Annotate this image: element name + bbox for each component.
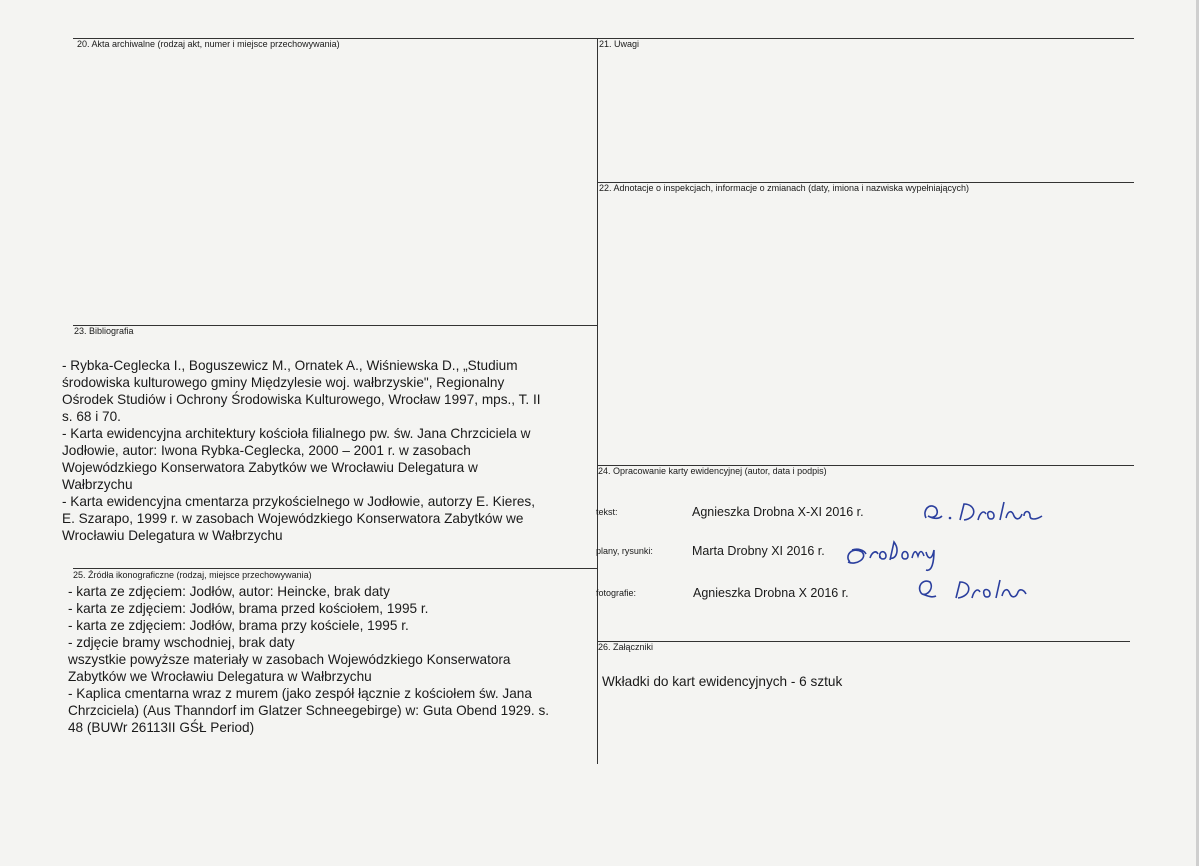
source-line: - zdjęcie bramy wschodniej, brak daty	[68, 635, 295, 650]
author-row-label-photos: fotografie:	[596, 588, 637, 598]
author-row-value-text: Agnieszka Drobna X-XI 2016 r.	[692, 505, 864, 519]
section-26-header: 26. Załączniki	[598, 642, 654, 652]
signature-drawings-author	[842, 532, 952, 572]
section-23-header: 23. Bibliografia	[74, 326, 134, 336]
section-24-header: 24. Opracowanie karty ewidencyjnej (autor, data i podpis)	[598, 466, 827, 476]
source-line: wszystkie powyższe materiały w zasobach Wojewódzkiego Konserwatora	[68, 652, 511, 667]
author-row-value-drawings: Marta Drobny XI 2016 r.	[692, 544, 825, 558]
author-row-value-photos: Agnieszka Drobna X 2016 r.	[693, 586, 849, 600]
bibliography-line: - Karta ewidencyjna cmentarza przykościelnego w Jodłowie, autorzy E. Kieres,	[62, 494, 535, 509]
source-line: - karta ze zdjęciem: Jodłów, autor: Heincke, brak daty	[68, 584, 390, 599]
bibliography-line: E. Szarapo, 1999 r. w zasobach Wojewódzkiego Konserwatora Zabytków we	[62, 511, 524, 526]
attachments-text: Wkładki do kart ewidencyjnych - 6 sztuk	[602, 674, 843, 689]
bibliography-line: - Karta ewidencyjna architektury kościoła filialnego pw. św. Jana Chrzciciela w	[62, 426, 531, 441]
bibliography-line: środowiska kulturowego gminy Międzylesie woj. wałbrzyskie", Regionalny	[62, 375, 505, 390]
column-divider	[597, 38, 598, 764]
source-line: - Kaplica cmentarna wraz z murem (jako zespół łącznie z kościołem św. Jana	[68, 686, 532, 701]
bibliography-line: Wrocławiu Delegatura w Wałbrzychu	[62, 528, 283, 543]
section-22-header: 22. Adnotacje o inspekcjach, informacje o zmianach (daty, imiona i nazwiska wypełniających)	[599, 183, 970, 193]
bibliography-line: Ośrodek Studiów i Ochrony Środowiska Kulturowego, Wrocław 1997, mps., T. II	[62, 392, 541, 407]
section-21-header: 21. Uwagi	[599, 39, 640, 49]
author-row-label-text: tekst:	[596, 507, 618, 517]
source-line: Zabytków we Wrocławiu Delegatura w Wałbrzychu	[68, 669, 372, 684]
author-row-label-drawings: plany, rysunki:	[596, 546, 653, 556]
source-line: - karta ze zdjęciem: Jodłów, brama przed kościołem, 1995 r.	[68, 601, 429, 616]
rule-s26	[597, 641, 1130, 642]
bibliography-line: Wałbrzychu	[62, 477, 133, 492]
signature-text-author	[920, 498, 1050, 528]
bibliography-line: - Rybka-Ceglecka I., Boguszewicz M., Ornatek A., Wiśniewska D., „Studium	[62, 358, 518, 373]
rule-s23	[73, 325, 597, 326]
rule-s25	[73, 568, 597, 569]
bibliography-line: Jodłowie, autor: Iwona Rybka-Ceglecka, 2000 – 2001 r. w zasobach	[62, 443, 471, 458]
bibliography-line: Wojewódzkiego Konserwatora Zabytków we Wrocławiu Delegatura w	[62, 460, 478, 475]
bibliography-text	[62, 357, 596, 544]
signature-photos-author	[912, 574, 1042, 604]
iconographic-sources-text	[68, 583, 596, 736]
section-25-header: 25. Źródła ikonograficzne (rodzaj, miejsce przechowywania)	[73, 570, 312, 580]
source-line: - karta ze zdjęciem: Jodłów, brama przy kościele, 1995 r.	[68, 618, 409, 633]
section-20-header: 20. Akta archiwalne (rodzaj akt, numer i miejsce przechowywania)	[77, 39, 340, 49]
bibliography-line: s. 68 i 70.	[62, 409, 121, 424]
source-line: 48 (BUWr 26113II GŚŁ Period)	[68, 720, 255, 735]
rule-top-right	[597, 38, 1134, 39]
source-line: Chrzciciela) (Aus Thanndorf im Glatzer Schneegebirge) w: Guta Obend 1929. s.	[68, 703, 550, 718]
